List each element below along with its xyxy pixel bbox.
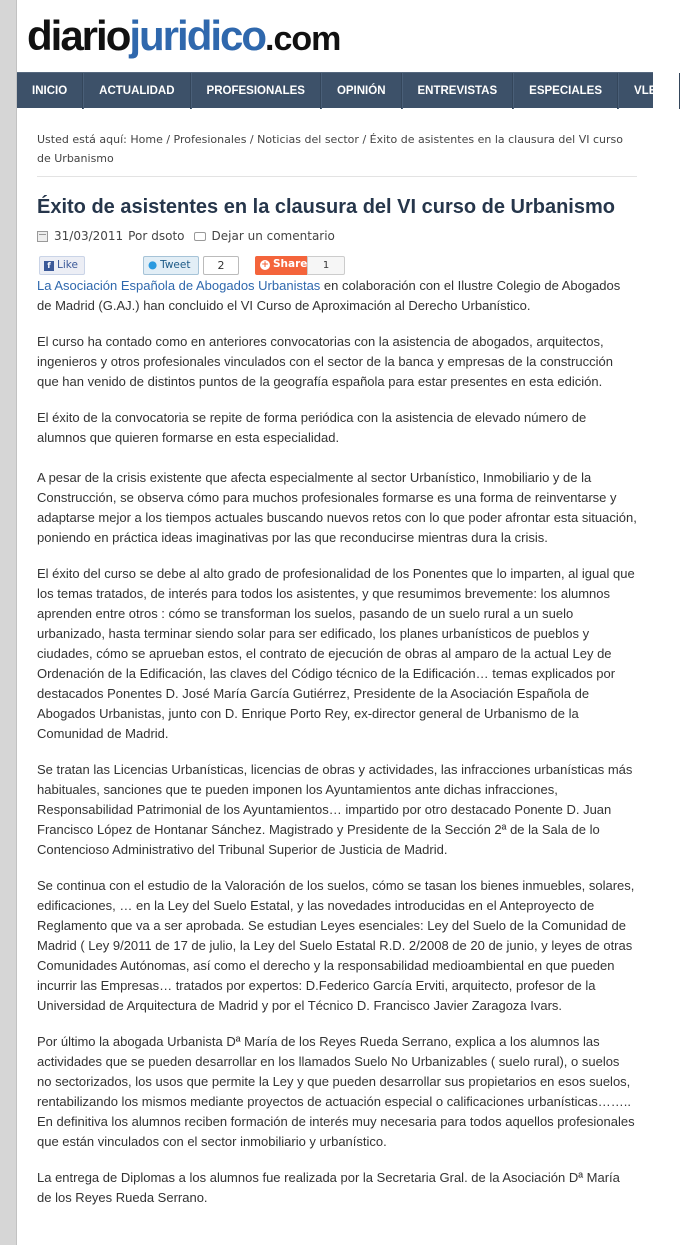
article-meta xyxy=(37,228,637,244)
paragraph xyxy=(37,276,637,316)
logo-part-com: .com xyxy=(265,20,341,58)
paragraph: La entrega de Diplomas a los alumnos fue realizada por la Secretaria Gral. de la Asociación Dª María de los Reyes Rueda Serrano. xyxy=(37,1170,620,1205)
page-background-left xyxy=(0,0,17,1245)
main-nav xyxy=(17,72,665,108)
comment-icon xyxy=(194,232,206,241)
site-logo[interactable] xyxy=(27,10,340,65)
breadcrumb-separator: / xyxy=(246,133,258,146)
twitter-bird-icon: ● xyxy=(148,259,158,271)
paragraph: Se tratan las Licencias Urbanísticas, licencias de obras y actividades, las infracciones urbanísticas más habituales, sanciones que te pueden imponen los Ayuntamientos ante dichas infracciones, Responsabilidad Patrimonial de los Ayuntamientos… impartido por otro destacado Ponente D. Juan Francisco López de Hontanar Sánchez. Magistrado y Presidente de la Sección 2ª de la Sala de lo Contencioso Administrativo del Tribunal Superior de Justicia de Madrid. xyxy=(37,762,633,857)
breadcrumb-profesionales-link[interactable]: Profesionales xyxy=(173,133,247,146)
nav-item-actualidad[interactable]: ACTUALIDAD xyxy=(83,73,190,109)
facebook-icon: f xyxy=(44,261,54,271)
logo-part-juridico: juridico xyxy=(129,12,266,59)
author-prefix: Por xyxy=(128,229,148,243)
share-label: Share xyxy=(273,258,308,270)
nav-item-inicio[interactable]: INICIO xyxy=(17,73,83,109)
article-content xyxy=(37,130,637,1224)
facebook-like-button[interactable] xyxy=(39,256,85,275)
nav-item-entrevistas[interactable]: ENTREVISTAS xyxy=(402,73,514,109)
site-header xyxy=(17,0,653,72)
paragraph: El éxito del curso se debe al alto grado de profesionalidad de los Ponentes que lo imparten, al igual que los temas tratados, de interés para todos los asistentes, y que resumimos brevemente: los alumnos aprenden entre otros : cómo se transforman los suelos, pasando de un suelo rural a un suelo urbanizado, hasta terminar siendo solar para ser edificado, los planes urbanísticos de pueblos y ciudades, cómo se aprueban estos, el contrato de ejecución de obras al amparo de la actual Ley de Ordenación de la Edificación, las claves del Código técnico de la Edificación… temas explicados por destacados Ponentes D. José María García Gutiérrez, Presidente de la Asociación Española de Abogados Urbanistas, junto con D. Enrique Porto Rey, ex-director general de Urbanismo de la Comunidad de Madrid. xyxy=(37,566,635,741)
article-title: Éxito de asistentes en la clausura del VI curso de Urbanismo xyxy=(37,196,615,218)
breadcrumb-home-link[interactable]: Home xyxy=(130,133,163,146)
nav-item-opinion[interactable]: OPINIÓN xyxy=(321,73,402,109)
like-label: Like xyxy=(57,259,78,271)
social-share-bar xyxy=(37,256,637,276)
page xyxy=(17,0,665,1245)
share-button[interactable] xyxy=(255,256,307,275)
share-count: 1 xyxy=(307,256,345,275)
paragraph: Se continua con el estudio de la Valoración de los suelos, cómo se tasan los bienes inmuebles, solares, edificaciones, … en la Ley del Suelo Estatal, y las novedades introducidas en el Anteproyecto de Reglamento que va a ser aprobada. Se estudian Leyes esenciales: Ley del Suelo de la Comunidad de Madrid ( Ley 9/2011 de 17 de julio, la Ley del Suelo Estatal R.D. 2/2008 de 20 de junio, y leyes de otras Comunidades Autónomas, así como el derecho y la responsabilidad medioambiental en que pueden incurrir las Empresas… tratados por expertos: D.Federico García Erviti, arquitecto, profesor de la Universidad de Arquitectura de Madrid y por el Técnico D. Francisco Javier Zaragoza Ivars. xyxy=(37,878,635,1013)
logo-part-diario: diario xyxy=(27,12,130,59)
plus-icon: + xyxy=(261,260,269,270)
comment-link[interactable]: Dejar un comentario xyxy=(211,229,335,243)
article-body xyxy=(37,276,637,1208)
nav-item-profesionales[interactable]: PROFESIONALES xyxy=(191,73,321,109)
asociacion-link[interactable]: La Asociación Española de Abogados Urbanistas xyxy=(37,278,321,293)
paragraph: El éxito de la convocatoria se repite de forma periódica con la asistencia de elevado número de alumnos que quieren formarse en esta especialidad. xyxy=(37,410,587,445)
author-link[interactable]: dsoto xyxy=(151,229,185,243)
breadcrumb-separator: / xyxy=(162,133,174,146)
tweet-label: Tweet xyxy=(160,259,191,271)
breadcrumb xyxy=(37,130,637,177)
tweet-button[interactable] xyxy=(143,256,199,275)
calendar-icon xyxy=(37,231,48,242)
breadcrumb-current: Éxito de asistentes en la clausura del VI curso de Urbanismo xyxy=(37,133,623,165)
breadcrumb-prefix: Usted está aquí: xyxy=(37,133,131,146)
paragraph-text: en colaboración con el Ilustre Colegio de Abogados de Madrid (G.AJ.) han concluido el VI Curso de Aproximación al Derecho Urbanístico. xyxy=(37,278,621,313)
paragraph: El curso ha contado como en anteriores convocatorias con la asistencia de abogados, arquitectos, ingenieros y otros profesionales vinculados con el sector de la banca y empresas de la construcción que han venido de distintos puntos de la geografía española para estar presentes en esta edición. xyxy=(37,334,613,389)
breadcrumb-noticias-link[interactable]: Noticias del sector xyxy=(257,133,359,146)
nav-item-especiales[interactable]: ESPECIALES xyxy=(513,73,618,109)
paragraph: A pesar de la crisis existente que afecta especialmente al sector Urbanístico, Inmobiliario y de la Construcción, se observa cómo para muchos profesionales formarse es una forma de reinventarse y adaptarse mejor a los tiempos actuales buscando nuevos retos con lo que poder afrontar esta situación, poniendo en práctica ideas imaginativas por las que reconducirse mientras dura la crisis. xyxy=(37,470,637,545)
tweet-count: 2 xyxy=(203,256,239,275)
article-date: 31/03/2011 xyxy=(54,229,124,243)
breadcrumb-separator: / xyxy=(358,133,370,146)
paragraph: Por último la abogada Urbanista Dª María de los Reyes Rueda Serrano, explica a los alumnos las actividades que se pueden desarrollar en los llamados Suelo No Urbanizables ( suelo rural), o suelos no sectorizados, los usos que permite la Ley y que pueden desarrollar sus propietarios en esos suelos, rentabilizando los mismos mediante proyectos de actuación especial o calificaciones urbanísticas…….. En definitiva los alumnos reciben formación de interés muy necesaria para todos aquellos profesionales que están vinculados con el sector inmobiliario y urbanístico. xyxy=(37,1034,635,1149)
nav-item-vlex[interactable]: VLEX xyxy=(618,73,680,109)
